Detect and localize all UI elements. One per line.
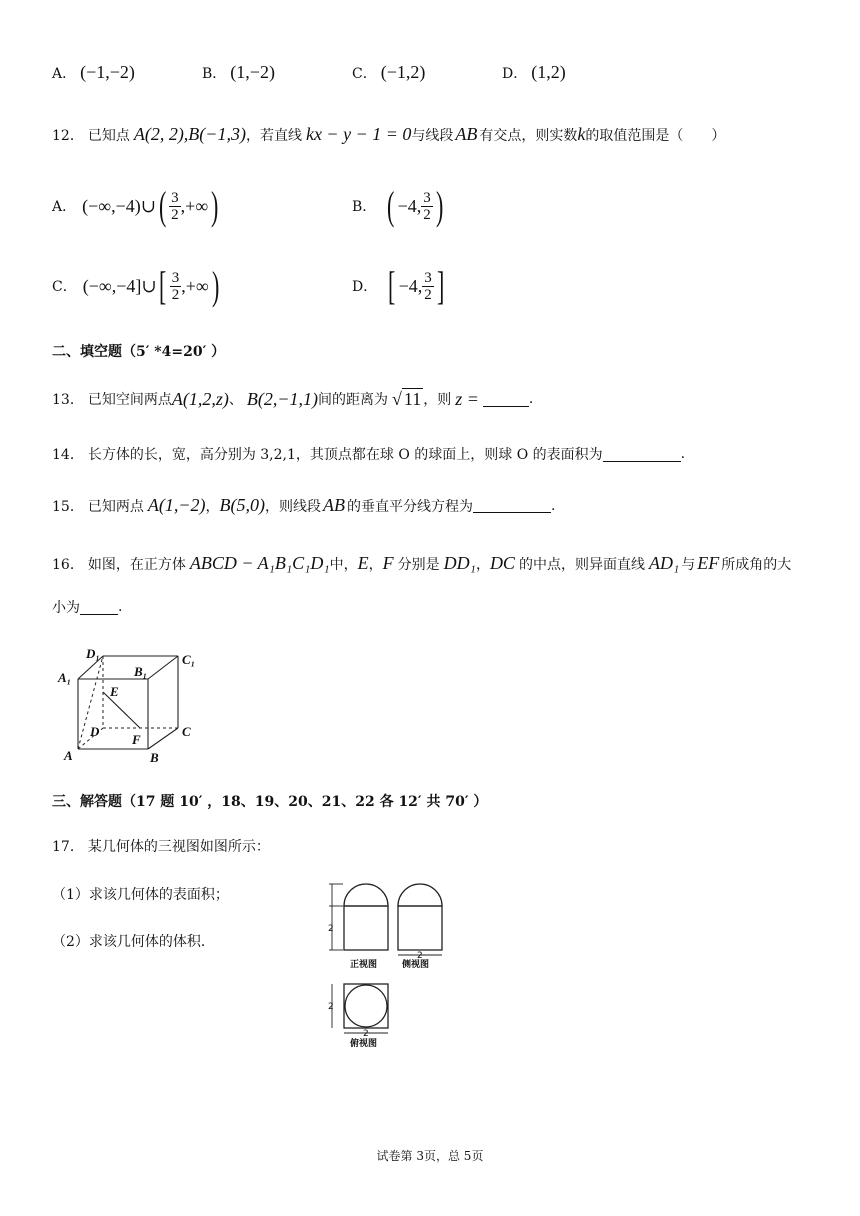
q15 [52, 495, 555, 516]
label-c1: C₁ [182, 652, 196, 667]
q11-option-a [52, 62, 135, 83]
label-a1: A₁ [58, 670, 72, 685]
denominator: 2 [423, 206, 431, 223]
q16-period: . [118, 599, 123, 615]
question-number: 16． [52, 556, 84, 573]
q17-stem [52, 836, 270, 856]
q12-text-3: 与线段 [411, 127, 454, 144]
top-view-circle [345, 985, 387, 1027]
q13-text: 间的距离为 [317, 392, 388, 408]
label-a: A [64, 748, 73, 763]
question-number: 14． [52, 447, 84, 463]
interval-right: ,+∞ [180, 195, 209, 216]
q16-text: 的中点，则异面直线 [518, 556, 645, 573]
q12-option-d [352, 263, 447, 308]
interval-right: ,+∞ [181, 275, 209, 296]
numerator: 3 [423, 189, 431, 206]
q16-text: ， [368, 556, 383, 573]
q16-segment: EF [697, 553, 720, 573]
q12-text-5: 的取值范围是（ ） [585, 127, 726, 144]
paren-close: ) [435, 183, 444, 228]
q12-line: kx − y − 1 = 0 [305, 124, 412, 144]
option-value: (1,−2) [230, 62, 275, 82]
side-view-semicircle [398, 884, 442, 906]
option-value: (−1,2) [380, 62, 426, 82]
label-d: D [90, 724, 100, 739]
label-c: C [182, 724, 191, 739]
q16-text: 中， [329, 556, 358, 573]
section-heading: 三、解答题（17 题 10′ ，18、19、20、21、22 各 12′ 共 70′ ） [52, 794, 488, 810]
side-view-square [398, 906, 442, 950]
answer-blank[interactable] [483, 392, 529, 407]
q13-text: 、 [228, 392, 243, 408]
sqrt-sign: √ [391, 388, 402, 409]
fraction [169, 190, 181, 223]
edge-b1c1 [148, 656, 178, 679]
denominator: 2 [171, 286, 180, 303]
q12-text-4: 有交点，则实数 [479, 127, 578, 144]
answer-blank[interactable] [603, 447, 681, 462]
option-letter: D． [502, 65, 528, 82]
q17-part-2: （2）求该几何体的体积． [52, 934, 215, 950]
dim-label: 2 [417, 951, 423, 961]
option-letter: A． [52, 199, 77, 215]
q12-points: A(2, 2),B(−1,3) [133, 124, 246, 144]
three-view-figure [326, 880, 452, 1050]
label-f: F [132, 732, 141, 747]
q15-point-a: A(1,−2) [147, 495, 206, 515]
option-value: (1,2) [531, 62, 566, 82]
q15-text: 已知两点 [87, 498, 144, 515]
page-footer: 试卷第 3页，总 5页 [376, 1149, 484, 1163]
q14-period: . [680, 446, 686, 462]
q15-segment: AB [322, 495, 345, 515]
option-letter: C． [52, 279, 77, 295]
q16-line-2 [52, 597, 122, 617]
q16-segment: DD₁ [443, 553, 476, 573]
q16-text: 与 [681, 556, 696, 573]
q15-point-b: B(5,0) [219, 495, 265, 515]
q16-segment: DC [489, 553, 515, 573]
bracket-open: [ [159, 263, 167, 308]
q13-text: ，则 [423, 392, 452, 408]
numerator: 3 [424, 269, 432, 286]
segment-ef [103, 692, 140, 728]
option-value: (−1,−2) [80, 62, 135, 82]
front-view-square [344, 906, 388, 950]
q11-option-b [202, 62, 275, 83]
question-number: 17． [52, 839, 84, 855]
paren-open: ( [158, 183, 167, 228]
q13-variable: z = [455, 388, 479, 409]
front-view-caption: 正视图 [350, 960, 378, 970]
q13-text: 已知空间两点 [87, 392, 172, 408]
cube-figure [56, 644, 206, 766]
interval-left: (−∞,−4)∪ [82, 195, 156, 216]
option-letter: C． [352, 65, 377, 82]
q11-option-d [502, 62, 566, 83]
q16-point-e: E [357, 553, 369, 573]
dim-label: 2 [328, 924, 334, 934]
side-view-caption: 侧视图 [402, 960, 430, 970]
q14 [52, 444, 685, 464]
q12-text-2: ，若直线 [245, 127, 302, 144]
q16-segment: AD₁ [648, 553, 680, 573]
q16-line-1 [52, 553, 791, 574]
paren-close: ) [211, 183, 219, 228]
answer-blank[interactable] [473, 498, 551, 513]
q17-part-1: （1）求该几何体的表面积； [52, 887, 229, 903]
q13 [52, 388, 533, 410]
q15-text: 的垂直平分线方程为 [346, 498, 473, 515]
q16-text: 分别是 [397, 556, 440, 573]
question-number: 15． [52, 498, 84, 515]
q11-option-c [352, 62, 425, 83]
label-b: B [150, 750, 159, 765]
interval-left: (−∞,−4]∪ [82, 275, 157, 296]
denominator: 2 [424, 286, 432, 303]
q16-text: 如图，在正方体 [87, 556, 186, 573]
dim-label: 2 [363, 1029, 369, 1039]
top-view-square [344, 984, 388, 1028]
q16-text: 小为 [52, 600, 80, 616]
q13-point-a: A(1,2,z) [171, 388, 229, 409]
paren-close: ) [211, 263, 220, 308]
front-view-semicircle [344, 884, 388, 906]
edge-bc [148, 728, 178, 749]
fraction [421, 190, 433, 223]
question-number: 12． [52, 127, 84, 144]
q12-option-a [52, 183, 221, 228]
interval-left: −4, [397, 195, 422, 216]
bracket-close: ] [436, 263, 445, 308]
label-b1: B₁ [134, 664, 148, 679]
option-letter: A． [52, 65, 77, 82]
q12-segment: AB [455, 124, 478, 144]
q12-var: k [577, 124, 586, 144]
q12-option-b [352, 183, 446, 228]
top-view-caption: 俯视图 [350, 1039, 378, 1049]
numerator: 3 [171, 269, 180, 286]
q12-stem [52, 124, 725, 145]
option-letter: D． [352, 279, 378, 295]
q13-period: . [528, 391, 534, 407]
section-heading: 二、填空题（5′ *4=20′ ） [52, 344, 226, 360]
q16-text: 所成角的大 [721, 556, 792, 573]
bracket-open: [ [388, 263, 396, 308]
numerator: 3 [171, 189, 179, 206]
q15-text: ， [205, 498, 220, 515]
q16-point-f: F [382, 553, 394, 573]
q13-point-b: B(2,−1,1) [246, 388, 318, 409]
fraction [170, 270, 182, 303]
fraction [422, 270, 434, 303]
q16-cube: ABCD − A₁B₁C₁D₁ [189, 553, 330, 573]
sqrt-radicand: 11 [403, 389, 422, 409]
paren-open: ( [387, 183, 395, 228]
answer-blank[interactable] [80, 600, 118, 615]
q17-text: 某几何体的三视图如图所示： [87, 839, 270, 855]
interval-left: −4, [398, 275, 423, 296]
q12-text-1: 已知点 [87, 127, 130, 144]
dim-label: 2 [328, 1002, 334, 1012]
option-letter: B． [352, 199, 377, 215]
label-e: E [110, 684, 119, 699]
label-d1: D₁ [86, 646, 100, 661]
option-letter: B． [202, 65, 227, 82]
q15-period: . [550, 497, 556, 514]
question-number: 13． [52, 392, 84, 408]
q12-option-c [52, 263, 222, 308]
q16-text: ， [475, 556, 490, 573]
q14-text: 长方体的长，宽，高分别为 3,2,1，其顶点都在球 O 的球面上，则球 O 的表面积为 [87, 447, 603, 463]
denominator: 2 [171, 206, 179, 223]
q15-text: ，则线段 [264, 498, 321, 515]
